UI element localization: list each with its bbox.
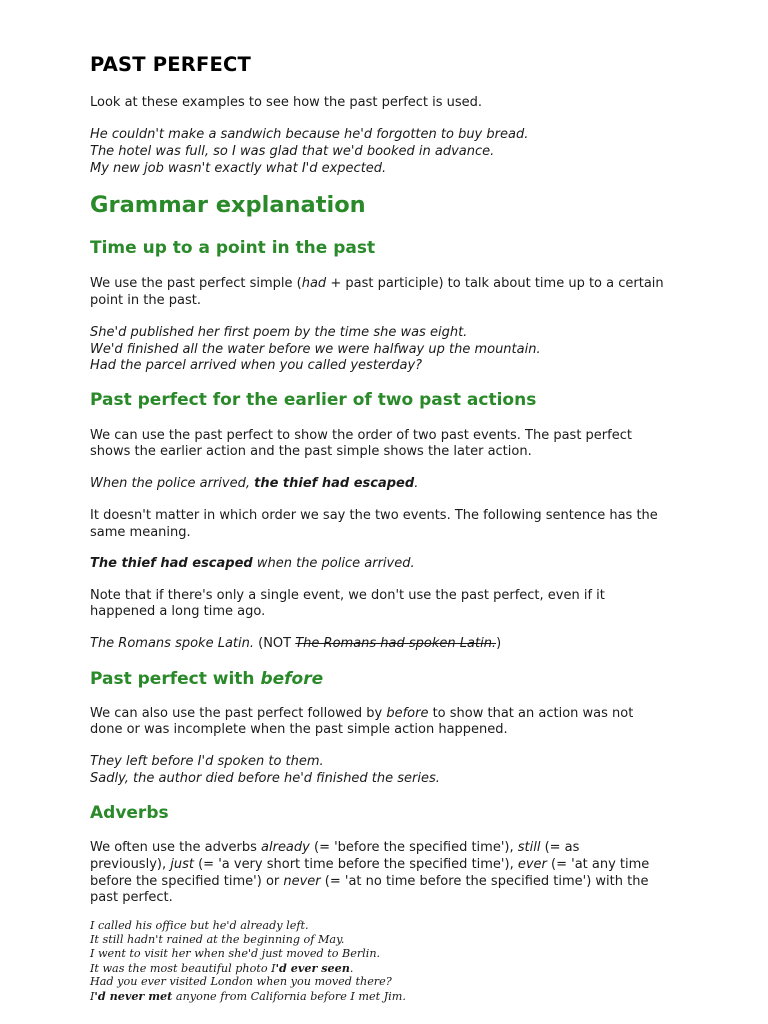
section-paragraph: point in the past. [90,293,201,308]
section-heading-earlier-action: Past perfect for the earlier of two past actions [90,390,537,410]
text-run: Past perfect with [90,669,261,689]
text-run: We use the past perfect simple ( [90,276,302,291]
text-run: anyone from California before I met Jim. [172,990,406,1003]
example-sentence [90,635,501,652]
example-sentence: I called his office but he'd already left. [90,919,309,932]
intro-example: My new job wasn't exactly what I'd expected. [90,161,387,176]
intro-example: The hotel was full, so I was glad that we'd booked in advance. [90,144,495,159]
text-run: ever [517,857,547,872]
grammar-heading: Grammar explanation [90,192,366,218]
text-run: before [260,669,324,689]
page-title: PAST PERFECT [90,53,252,76]
text-run: 'd ever seen [275,961,350,975]
text-run: previously), [90,857,171,872]
example-sentence: Had the parcel arrived when you called yesterday? [90,358,423,373]
example-sentence: Sadly, the author died before he'd finished the series. [90,771,440,786]
section-paragraph: happened a long time ago. [90,604,266,619]
example-sentence [90,961,353,976]
text-run: (= 'at no time before the specified time') with the [320,874,649,889]
text-run: 'd never met [94,989,173,1003]
text-run: It was the most beautiful photo I [90,962,276,975]
text-run: (NOT [254,636,296,651]
example-sentence [90,989,406,1004]
text-run: ) [496,636,502,651]
text-run: I [90,990,95,1003]
section-paragraph: past perfect. [90,890,173,905]
section-heading-before [90,669,323,689]
text-run: The Romans spoke Latin. [90,636,254,651]
text-run: (= 'a very short time before the specified time'), [193,857,518,872]
text-run: The thief had escaped [90,556,253,571]
section-paragraph: same meaning. [90,525,191,540]
text-run: (= 'before the specified time'), [309,840,518,855]
section-paragraph [90,873,648,890]
example-sentence: She'd published her first poem by the time she was eight. [90,325,468,340]
intro-example: He couldn't make a sandwich because he'd forgotten to buy bread. [90,127,529,142]
section-heading-time-up: Time up to a point in the past [90,238,376,258]
section-paragraph: done or was incomplete when the past simple action happened. [90,722,508,737]
section-paragraph [90,856,649,873]
text-run: never [283,874,321,889]
text-run: before [386,706,429,721]
text-run: (= as [540,840,580,855]
text-run: . [349,962,354,975]
text-run: When the police arrived, [90,476,255,491]
section-paragraph: It doesn't matter in which order we say the two events. The following sentence has the [90,508,658,523]
section-heading-adverbs: Adverbs [90,803,169,823]
section-paragraph [90,275,664,292]
example-sentence [90,475,418,492]
section-paragraph: shows the earlier action and the past simple shows the later action. [90,444,532,459]
example-sentence: We'd finished all the water before we were halfway up the mountain. [90,342,541,357]
text-run: before the specified time') or [90,874,284,889]
section-paragraph [90,705,633,722]
text-run: when the police arrived. [252,556,415,571]
text-run: + past participle) to talk about time up to a certain [326,276,664,291]
text-run: . [414,476,419,491]
text-run: still [517,840,541,855]
text-run: just [170,857,194,872]
text-run: We often use the adverbs [90,840,262,855]
text-run: to show that an action was not [428,706,634,721]
text-run: We can also use the past perfect followed by [90,706,387,721]
example-sentence: Had you ever visited London when you moved there? [90,975,392,988]
example-sentence [90,555,415,572]
text-run: (= 'at any time [546,857,650,872]
text-run: the thief had escaped [254,476,415,491]
text-run: had [301,276,327,291]
text-run: already [261,840,310,855]
section-paragraph: Note that if there's only a single event, we don't use the past perfect, even if it [90,588,605,603]
example-sentence: It still hadn't rained at the beginning of May. [90,933,345,946]
example-sentence: They left before I'd spoken to them. [90,754,324,769]
section-paragraph: We can use the past perfect to show the order of two past events. The past perfect [90,428,632,443]
intro-text: Look at these examples to see how the past perfect is used. [90,95,483,110]
text-run: The Romans had spoken Latin. [295,636,497,651]
section-paragraph [90,839,579,856]
example-sentence: I went to visit her when she'd just moved to Berlin. [90,947,381,960]
